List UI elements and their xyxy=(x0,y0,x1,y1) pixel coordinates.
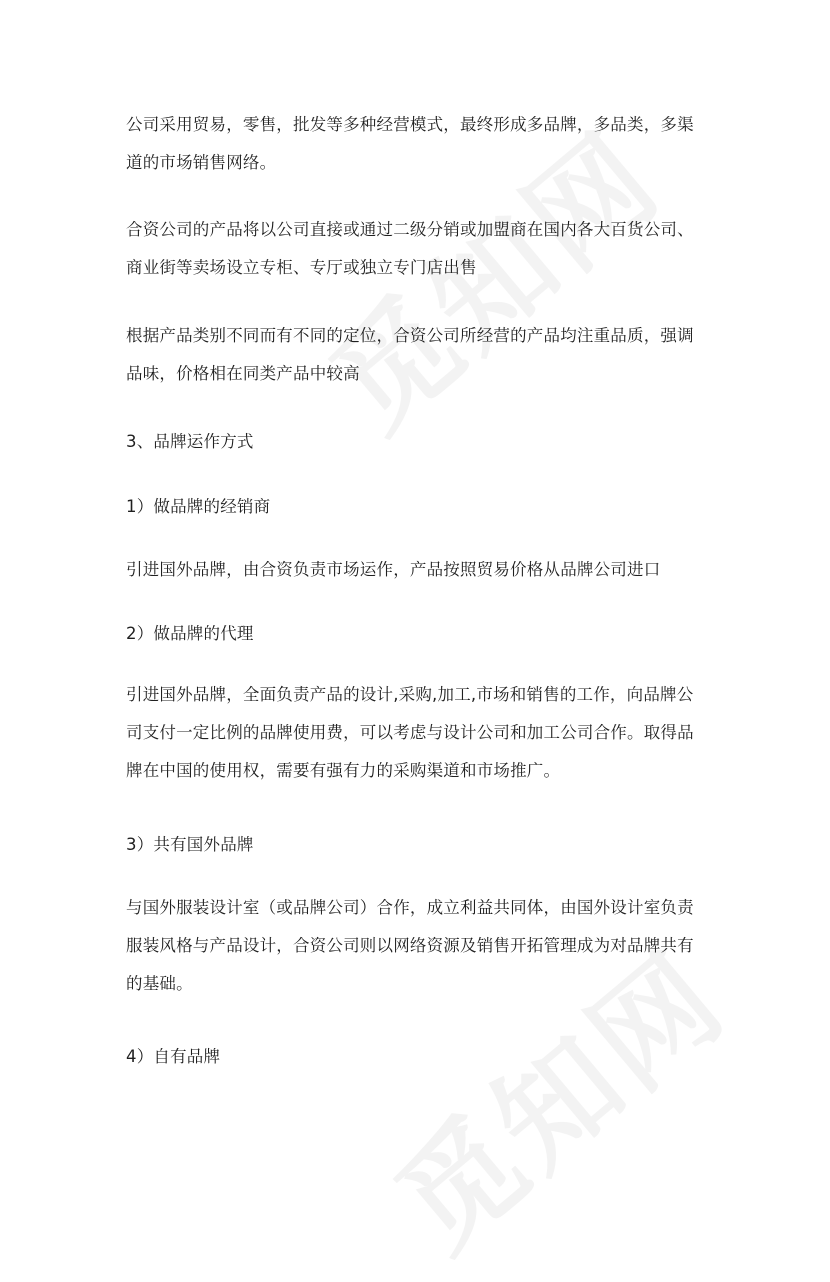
subsection-heading xyxy=(126,615,706,653)
text-line: 商业街等卖场设立专柜、专厅或独立专门店出售 xyxy=(126,258,477,277)
paragraph-positioning xyxy=(126,317,706,393)
text-line: 服装风格与产品设计，合资公司则以网络资源及销售开拓管理成为对品牌共有 xyxy=(126,936,694,955)
text-line: 引进国外品牌，由合资负责市场运作，产品按照贸易价格从品牌公司进口 xyxy=(126,560,661,579)
text-line: 与国外服装设计室（或品牌公司）合作，成立利益共同体，由国外设计室负责 xyxy=(126,898,694,917)
text-line: 4）自有品牌 xyxy=(126,1047,221,1066)
subsection-heading xyxy=(126,488,706,526)
text-line: 1）做品牌的经销商 xyxy=(126,497,271,516)
paragraph-sales-channels xyxy=(126,211,706,287)
paragraph-business-modes xyxy=(126,106,706,182)
text-line: 的基础。 xyxy=(126,974,193,993)
text-line: 3）共有国外品牌 xyxy=(126,835,254,854)
text-line: 牌在中国的使用权，需要有强有力的采购渠道和市场推广。 xyxy=(126,761,561,780)
section-heading xyxy=(126,423,706,461)
text-line: 公司采用贸易，零售，批发等多种经营模式，最终形成多品牌，多品类，多渠 xyxy=(126,115,694,134)
text-line: 司支付一定比例的品牌使用费，可以考虑与设计公司和加工公司合作。取得品 xyxy=(126,723,694,742)
text-line: 引进国外品牌，全面负责产品的设计,采购,加工,市场和销售的工作，向品牌公 xyxy=(126,685,694,704)
text-line: 道的市场销售网络。 xyxy=(126,153,277,172)
text-line: 3、品牌运作方式 xyxy=(126,432,254,451)
text-line: 根据产品类别不同而有不同的定位，合资公司所经营的产品均注重品质，强调 xyxy=(126,326,694,345)
text-line: 合资公司的产品将以公司直接或通过二级分销或加盟商在国内各大百货公司、 xyxy=(126,220,694,239)
text-line: 2）做品牌的代理 xyxy=(126,624,254,643)
paragraph-distributor xyxy=(126,551,706,589)
paragraph-shared-brand xyxy=(126,889,706,1003)
paragraph-agent xyxy=(126,676,706,790)
subsection-heading xyxy=(126,826,706,864)
text-line: 品味，价格相在同类产品中较高 xyxy=(126,364,360,383)
subsection-heading xyxy=(126,1038,706,1076)
